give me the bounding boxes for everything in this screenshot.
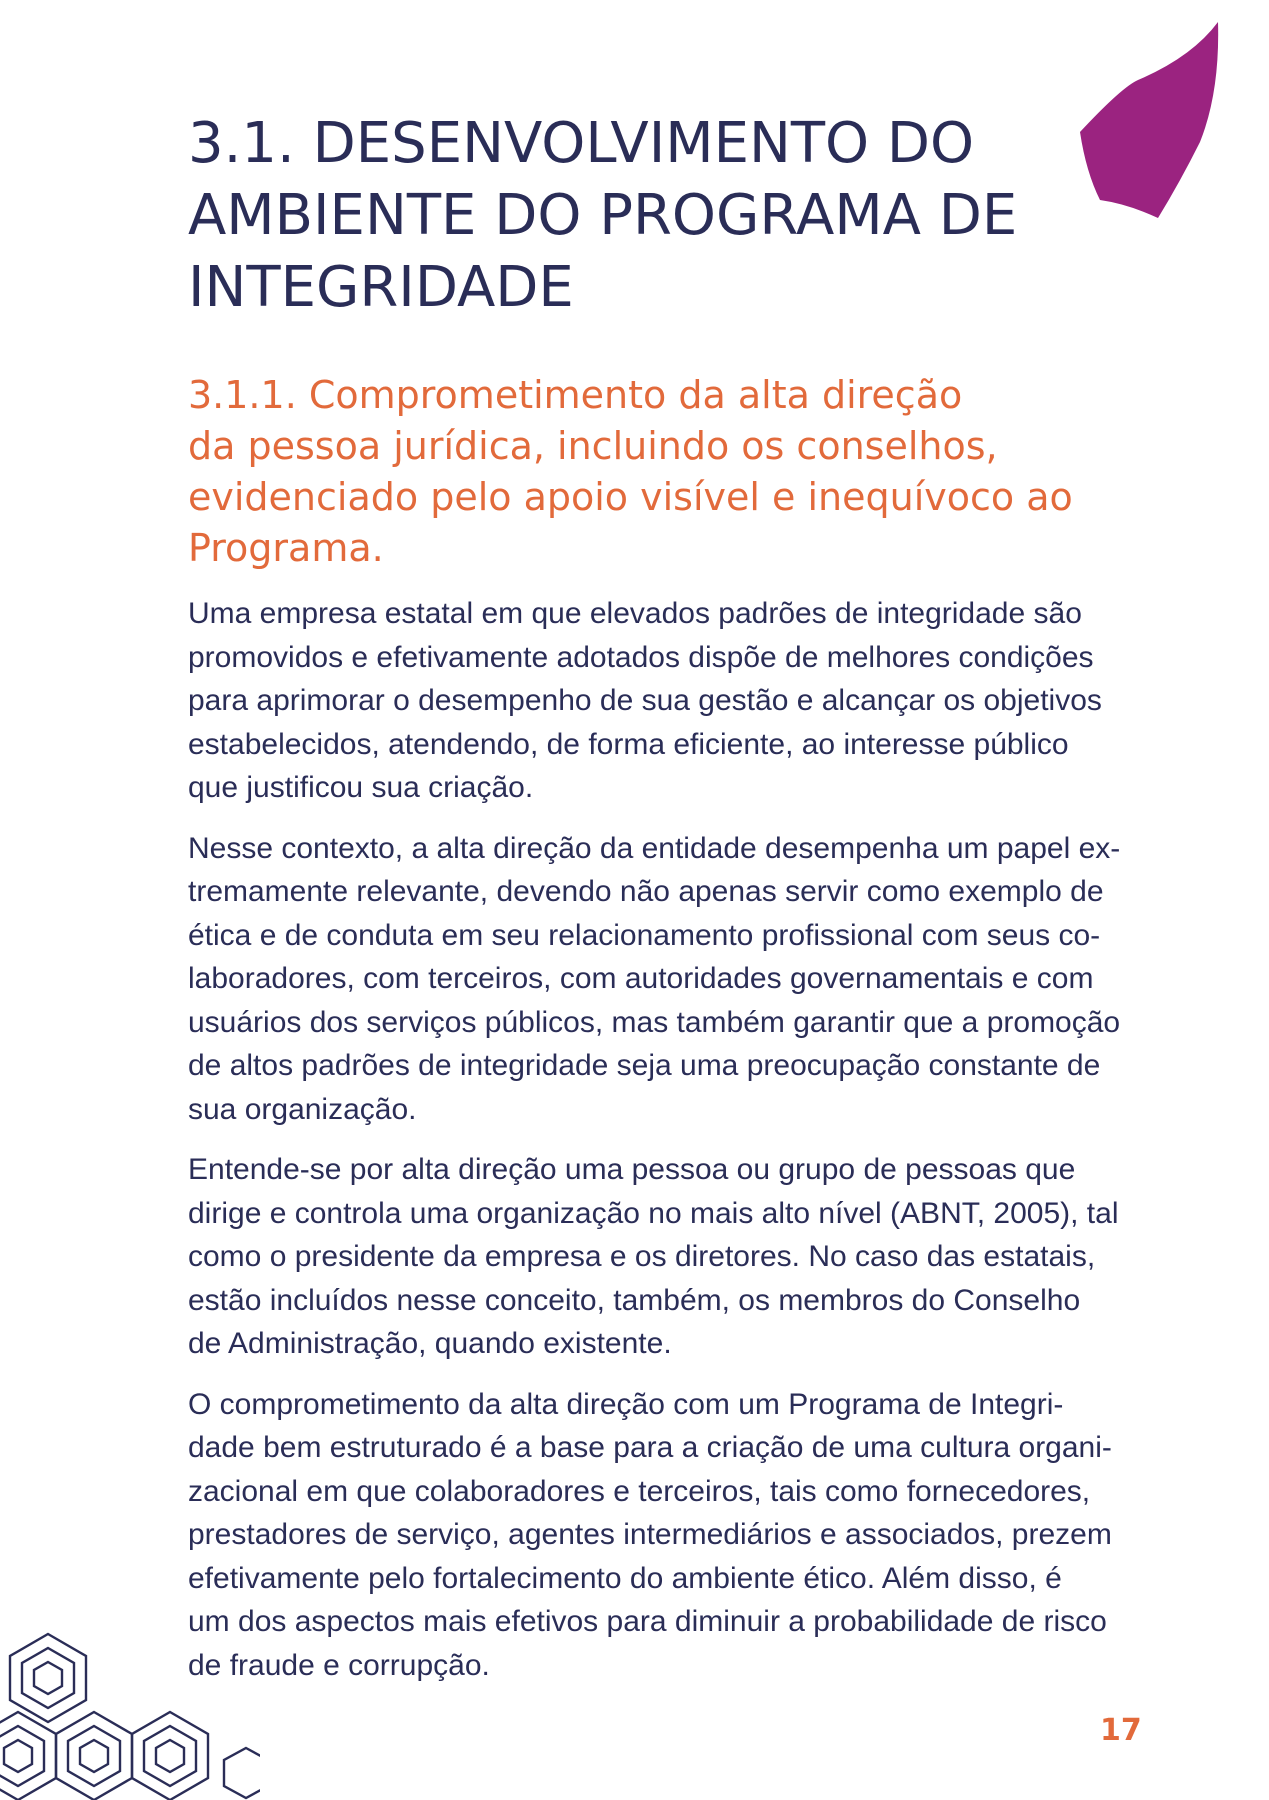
section-title [188, 108, 1088, 324]
text-line: Uma empresa estatal em que elevados padrões de integridade são [188, 597, 1082, 630]
text-line: laboradores, com terceiros, com autoridades governamentais e com [188, 962, 1094, 995]
text-line: que justificou sua criação. [188, 771, 534, 804]
text-line: estabelecidos, atendendo, de forma eficiente, ao interesse público [188, 727, 1069, 761]
text-line: um dos aspectos mais efetivos para diminuir a probabilidade de risco [188, 1605, 1107, 1638]
paragraph-4 [188, 1383, 1178, 1688]
text-line: Nesse contexto, a alta direção da entidade desempenha um papel ex- [188, 831, 1121, 865]
paragraph-1 [188, 592, 1178, 810]
subsection-title-line: 3.1.1. Comprometimento da alta direção [188, 373, 963, 417]
text-line: tremamente relevante, devendo não apenas servir como exemplo de [188, 875, 1104, 908]
subsection-title-line: Programa. [188, 526, 384, 570]
text-line: O comprometimento da alta direção com um Programa de Integri- [188, 1387, 1064, 1421]
subsection-title-line: da pessoa jurídica, incluindo os conselhos, [188, 424, 998, 468]
text-line: zacional em que colaboradores e terceiros, tais como fornecedores, [188, 1474, 1091, 1508]
text-line: usuários dos serviços públicos, mas também garantir que a promoção [188, 1005, 1121, 1039]
text-line: Entende-se por alta direção uma pessoa ou grupo de pessoas que [188, 1153, 1076, 1186]
section-title-line: 3.1. DESENVOLVIMENTO DO [188, 111, 975, 176]
text-line: de Administração, quando existente. [188, 1327, 672, 1360]
text-line: prestadores de serviço, agentes intermediários e associados, prezem [188, 1518, 1112, 1551]
section-title-line: INTEGRIDADE [188, 255, 574, 320]
subsection-title-line: evidenciado pelo apoio visível e inequívoco ao [188, 475, 1073, 519]
subsection-title [188, 370, 1138, 574]
text-line: sua organização. [188, 1092, 417, 1126]
text-line: dade bem estruturado é a base para a criação de uma cultura organi- [188, 1431, 1112, 1464]
text-line: promovidos e efetivamente adotados dispõe de melhores condições [188, 640, 1094, 674]
page-number: 17 [1100, 1713, 1142, 1748]
text-line: ética e de conduta em seu relacionamento profissional com seus co- [188, 918, 1101, 952]
text-line: dirige e controla uma organização no mais alto nível (ABNT, 2005), tal [188, 1196, 1119, 1230]
text-line: efetivamente pelo fortalecimento do ambiente ético. Além disso, é [188, 1561, 1062, 1595]
text-line: para aprimorar o desempenho de sua gestão e alcançar os objetivos [188, 684, 1102, 717]
text-line: estão incluídos nesse conceito, também, os membros do Conselho [188, 1283, 1081, 1317]
text-line: como o presidente da empresa e os diretores. No caso das estatais, [188, 1240, 1096, 1273]
purple-corner-shape [1080, 22, 1225, 222]
section-title-line: AMBIENTE DO PROGRAMA DE [188, 183, 1018, 248]
text-line: de altos padrões de integridade seja uma preocupação constante de [188, 1049, 1101, 1082]
paragraph-3 [188, 1148, 1178, 1366]
text-line: de fraude e corrupção. [188, 1648, 490, 1682]
body-text [188, 592, 1178, 1704]
paragraph-2 [188, 827, 1178, 1132]
